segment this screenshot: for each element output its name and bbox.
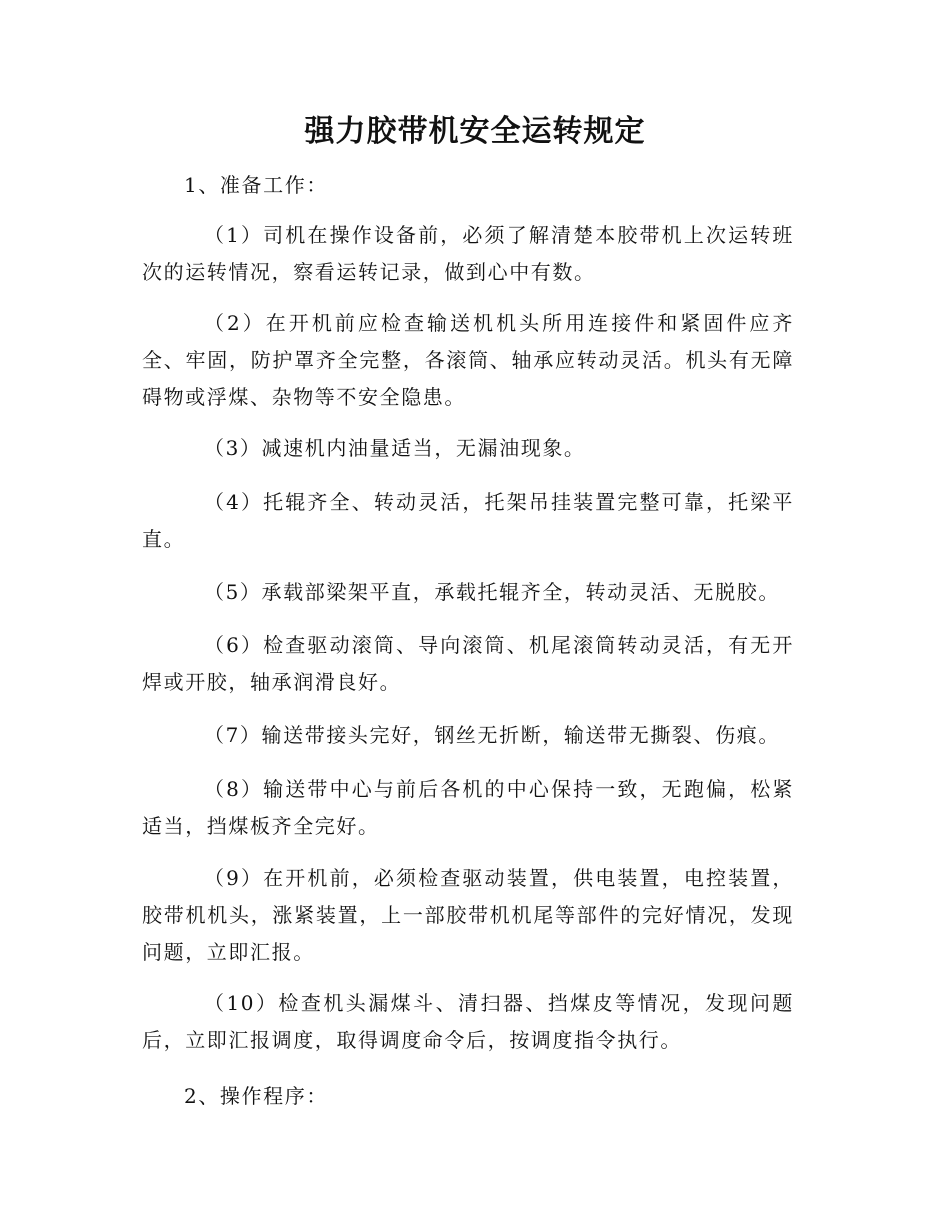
section-heading-operation: 2、操作程序： bbox=[184, 1084, 328, 1108]
paragraph-item-3: （3）减速机内油量适当，无漏油现象。 bbox=[204, 436, 586, 460]
paragraph-item-2: （2）在开机前应检查输送机机头所用连接件和紧固件应齐全、牢固，防护罩齐全完整，各滚筒、轴承应转动灵活。机头有无障碍物或浮煤、杂物等不安全隐患。 bbox=[142, 311, 794, 409]
paragraph-item-7: （7）输送带接头完好，钢丝无折断，输送带无撕裂、伤痕。 bbox=[204, 723, 780, 747]
paragraph-item-8: （8）输送带中心与前后各机的中心保持一致，无跑偏，松紧适当，挡煤板齐全完好。 bbox=[142, 777, 794, 838]
paragraph-item-9: （9）在开机前，必须检查驱动装置，供电装置，电控装置，胶带机机头，涨紧装置，上一部胶带机机尾等部件的完好情况，发现问题，立即汇报。 bbox=[142, 866, 794, 964]
paragraph-item-4: （4）托辊齐全、转动灵活，托架吊挂装置完整可靠，托梁平直。 bbox=[142, 490, 794, 551]
document-title: 强力胶带机安全运转规定 bbox=[304, 114, 646, 149]
paragraph-item-5: （5）承载部梁架平直，承载托辊齐全，转动灵活、无脱胶。 bbox=[204, 580, 780, 604]
paragraph-item-1: （1）司机在操作设备前，必须了解清楚本胶带机上次运转班次的运转情况，察看运转记录，做到心中有数。 bbox=[142, 223, 794, 284]
section-heading-preparation: 1、准备工作： bbox=[184, 173, 328, 197]
paragraph-item-6: （6）检查驱动滚筒、导向滚筒、机尾滚筒转动灵活，有无开焊或开胶，轴承润滑良好。 bbox=[142, 633, 794, 694]
paragraph-item-10: （10）检查机头漏煤斗、清扫器、挡煤皮等情况，发现问题后，立即汇报调度，取得调度命令后，按调度指令执行。 bbox=[142, 991, 794, 1052]
